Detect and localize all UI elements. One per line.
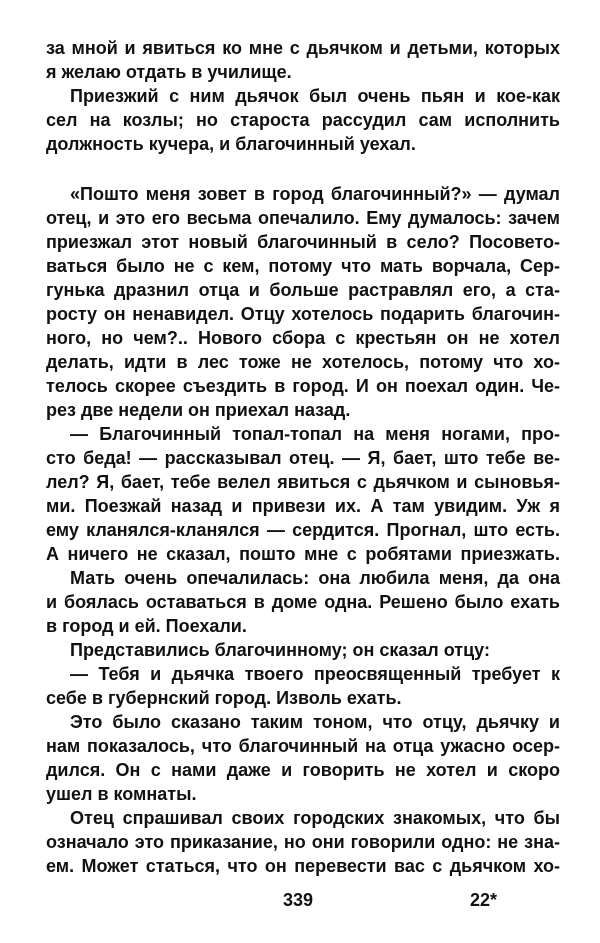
text-line: себе в губернский город. Изволь ехать.: [46, 688, 402, 708]
text-line: в город и ей. Поехали.: [46, 616, 247, 636]
text-line: Мать очень опечалилась: она любила меня, да она: [70, 568, 560, 588]
text-line: ми. Поезжай назад и привези их. А там увидим. Уж я: [46, 496, 560, 516]
text-line: означало это приказание, но они говорили одно: не зна-: [46, 832, 560, 852]
text-line: отец, и это его весьма опечалило. Ему думалось: зачем: [46, 208, 560, 228]
text-line: ему кланялся-кланялся — сердится. Прогнал, што есть.: [46, 520, 560, 540]
text-line: я желаю отдать в училище.: [46, 62, 292, 82]
signature-mark: 22*: [470, 890, 498, 910]
text-line: телось скорее съездить в город. И он поехал один. Че-: [46, 376, 560, 396]
text-line: гунька дразнил отца и больше растравлял его, а ста-: [46, 280, 560, 300]
page-body: [46, 36, 560, 878]
text-line: и боялась оставаться в доме одна. Решено было ехать: [46, 592, 560, 612]
text-line: ем. Может статься, что он перевести вас с дьячком хо-: [46, 856, 560, 876]
text-line: лел? Я, бает, тебе велел явиться с дьячком и сыновья-: [46, 472, 560, 492]
text-line: нам показалось, что благочинный на отца ужасно осер-: [46, 736, 560, 756]
text-line: ваться было не с кем, потому что мать ворчала, Сер-: [46, 256, 560, 276]
text-line: росту он ненавидел. Отцу хотелось подарить благочин-: [46, 304, 560, 324]
text-line: — Тебя и дьячка твоего преосвященный требует к: [70, 664, 560, 684]
text-line: — Благочинный топал-топал на меня ногами, про-: [70, 424, 560, 444]
text-line: рез две недели он приехал назад.: [46, 400, 351, 420]
text-line: ного, но чем?.. Нового сбора с крестьян он не хотел: [46, 328, 560, 348]
text-line: должность кучера, и благочинный уехал.: [46, 134, 416, 154]
page-number: 339: [283, 890, 314, 910]
text-line: ушел в комнаты.: [46, 784, 197, 804]
text-line: Это было сказано таким тоном, что отцу, дьячку и: [70, 712, 560, 732]
text-line: за мной и явиться ко мне с дьячком и детьми, которых: [46, 38, 560, 58]
text-line: Отец спрашивал своих городских знакомых, что бы: [70, 808, 560, 828]
section-break: [46, 156, 560, 182]
text-line: дился. Он с нами даже и говорить не хотел и скоро: [46, 760, 560, 780]
text-line: А ничего не сказал, пошто мне с робятами приезжать.: [46, 544, 560, 564]
text-line: сто беда! — рассказывал отец. — Я, бает, што тебе ве-: [46, 448, 560, 468]
text-line: делать, идти в лес тоже не хотелось, потому что хо-: [46, 352, 560, 372]
text-line: Приезжий с ним дьячок был очень пьян и кое-как: [70, 86, 560, 106]
text-line: Представились благочинному; он сказал отцу:: [70, 640, 490, 660]
text-line: приезжал этот новый благочинный в село? Посовето-: [46, 232, 560, 252]
text-line: сел на козлы; но староста рассудил сам исполнить: [46, 110, 560, 130]
text-line: «Пошто меня зовет в город благочинный?» — думал: [70, 184, 560, 204]
